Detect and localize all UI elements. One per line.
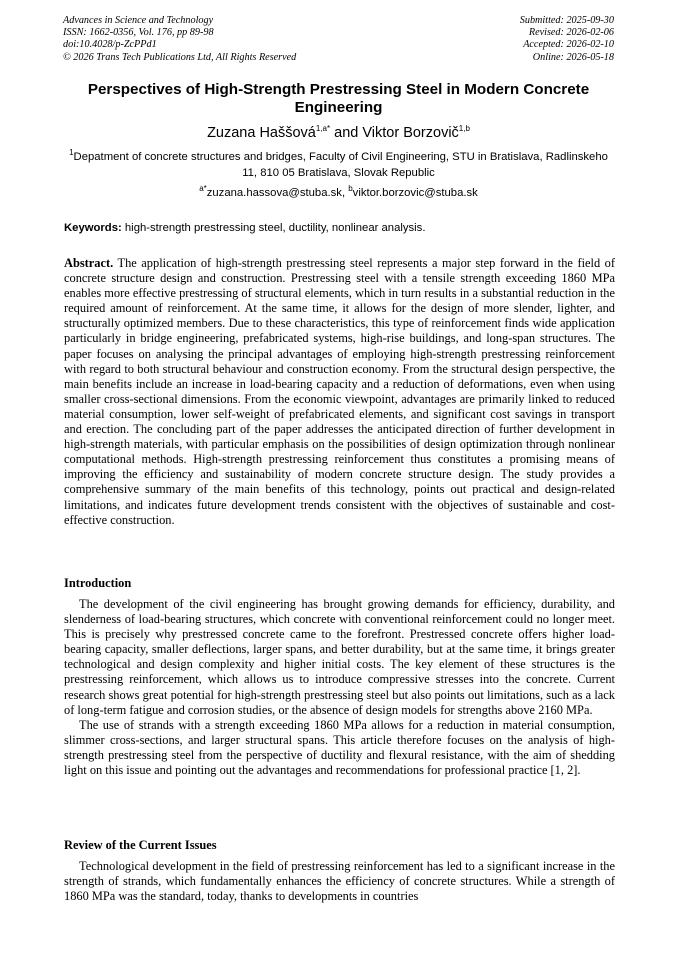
author-affiliation-mark: 1,b xyxy=(458,124,470,134)
abstract-label: Abstract. xyxy=(64,256,114,270)
date-online: Online: 2026-05-18 xyxy=(532,51,614,63)
section-heading: Review of the Current Issues xyxy=(64,838,217,852)
journal-info xyxy=(63,15,296,64)
date-submitted: Submitted: 2025-09-30 xyxy=(519,15,614,26)
paragraph: Technological development in the field of prestressing reinforcement has led to a significant increase in the strength of strands, which fundamentally enhances the efficiency of concrete structures. While a strength of 1860 MPa was the standard, today, thanks to developments in countries xyxy=(64,859,615,904)
section-heading: Introduction xyxy=(64,576,132,590)
paper-title: Perspectives of High-Strength Prestressing Steel in Modern Concrete Engineering xyxy=(87,81,590,116)
introduction-body xyxy=(64,597,615,778)
date-accepted: Accepted: 2026-02-10 xyxy=(523,39,614,51)
submission-dates xyxy=(520,15,614,64)
email-link[interactable]: viktor.borzovic@stuba.sk xyxy=(352,187,478,199)
abstract xyxy=(64,256,615,528)
keywords-text: high-strength prestressing steel, ductility, nonlinear analysis. xyxy=(121,222,426,234)
author-name: Viktor Borzovič xyxy=(362,125,459,141)
author-connector: and xyxy=(330,125,363,141)
journal-name: Advances in Science and Technology xyxy=(63,15,214,26)
date-revised: Revised: 2026-02-06 xyxy=(528,27,614,39)
paragraph: The use of strands with a strength exceeding 1860 MPa allows for a reduction in material consumption, slimmer cross-sections, and larger structural spans. This article therefore focuses on the analysis of high-strength prestressing steel from the perspective of ductility and flexural resistance, with the aim of shedding light on this issue and pointing out the advantages and recommendations for professional practice [1, 2]. xyxy=(64,717,615,778)
review-body xyxy=(64,859,615,904)
author-name: Zuzana Haššová xyxy=(207,125,316,141)
author-line xyxy=(63,124,614,142)
email-mark: b xyxy=(348,184,353,194)
journal-doi: doi:10.4028/p-ZcPPd1 xyxy=(63,39,157,51)
email-separator: , xyxy=(341,187,349,199)
journal-copyright: © 2026 Trans Tech Publications Ltd, All Rights Reserved xyxy=(63,51,297,63)
affiliation xyxy=(63,150,614,181)
journal-issn: ISSN: 1662-0356, Vol. 176, pp 89-98 xyxy=(63,27,214,39)
paragraph: The development of the civil engineering has brought growing demands for efficiency, durability, and slenderness of load-bearing structures, which concrete with conventional reinforcement could no longer meet. This is precisely why prestressed concrete came to the forefront. Prestressed concrete offers higher load-bearing capacity, smaller deflections, larger spans, and better durability, but at the same time, it brings greater technological and design complexity and higher initial costs. The key element of these structures is the prestressing reinforcement, which allows us to introduce compressive stresses into the concrete. Current research shows great potential for high-strength prestressing steel but also points out limitations, such as a lack of long-term fatigue and corrosion studies, or the absence of design models for strengths above 2160 MPa. xyxy=(64,597,615,717)
email-mark: a* xyxy=(199,184,207,194)
email-link[interactable]: zuzana.hassova@stuba.sk xyxy=(206,187,342,199)
affiliation-text: Depatment of concrete structures and bridges, Faculty of Civil Engineering, STU in Bratislava, Radlinskeho 11, 810 05 Bratislava, Slovak Republic xyxy=(73,151,608,179)
keywords xyxy=(64,221,615,235)
author-affiliation-mark: 1,a* xyxy=(315,124,331,134)
affiliation-mark: 1 xyxy=(69,148,74,158)
abstract-text: The application of high-strength prestressing steel represents a major step forward in the field of concrete structure design and construction. Prestressing steel with a tensile strength exceeding 1860 MPa enables more effective prestressing of structural elements, which in turn results in a substantial reduction in the required amount of reinforcement. At the same time, it allows for the design of more slender, lighter, and structurally optimized members. Due to these characteristics, this type of reinforcement finds wide application particularly in bridge engineering, prefabricated systems, high-rise buildings, and long-span structures. The paper focuses on analysing the principal advantages of employing high-strength prestressing reinforcement with regard to both structural behaviour and construction economy. From the structural design perspective, the main benefits include an increase in load-bearing capacity and a reduction of deformations, even when using smaller cross-sectional dimensions. From the economic viewpoint, advantages are primarily linked to reduced material consumption, lower self-weight of prefabricated elements, and significant cost savings in transport and erection. The concluding part of the paper addresses the anticipated direction of further development in high-strength materials, with particular emphasis on the possibilities of design optimization through nonlinear computational methods. High-strength prestressing reinforcement thus constitutes a promising means of improving the efficiency and sustainability of modern concrete structure design. The study provides a comprehensive summary of the main benefits of this technology, points out practical and design-related limitations, and indicates future development trends consistent with the objectives of sustainable and cost-effective construction. xyxy=(64,256,615,527)
email-line xyxy=(63,186,614,200)
keywords-label: Keywords: xyxy=(64,222,122,234)
